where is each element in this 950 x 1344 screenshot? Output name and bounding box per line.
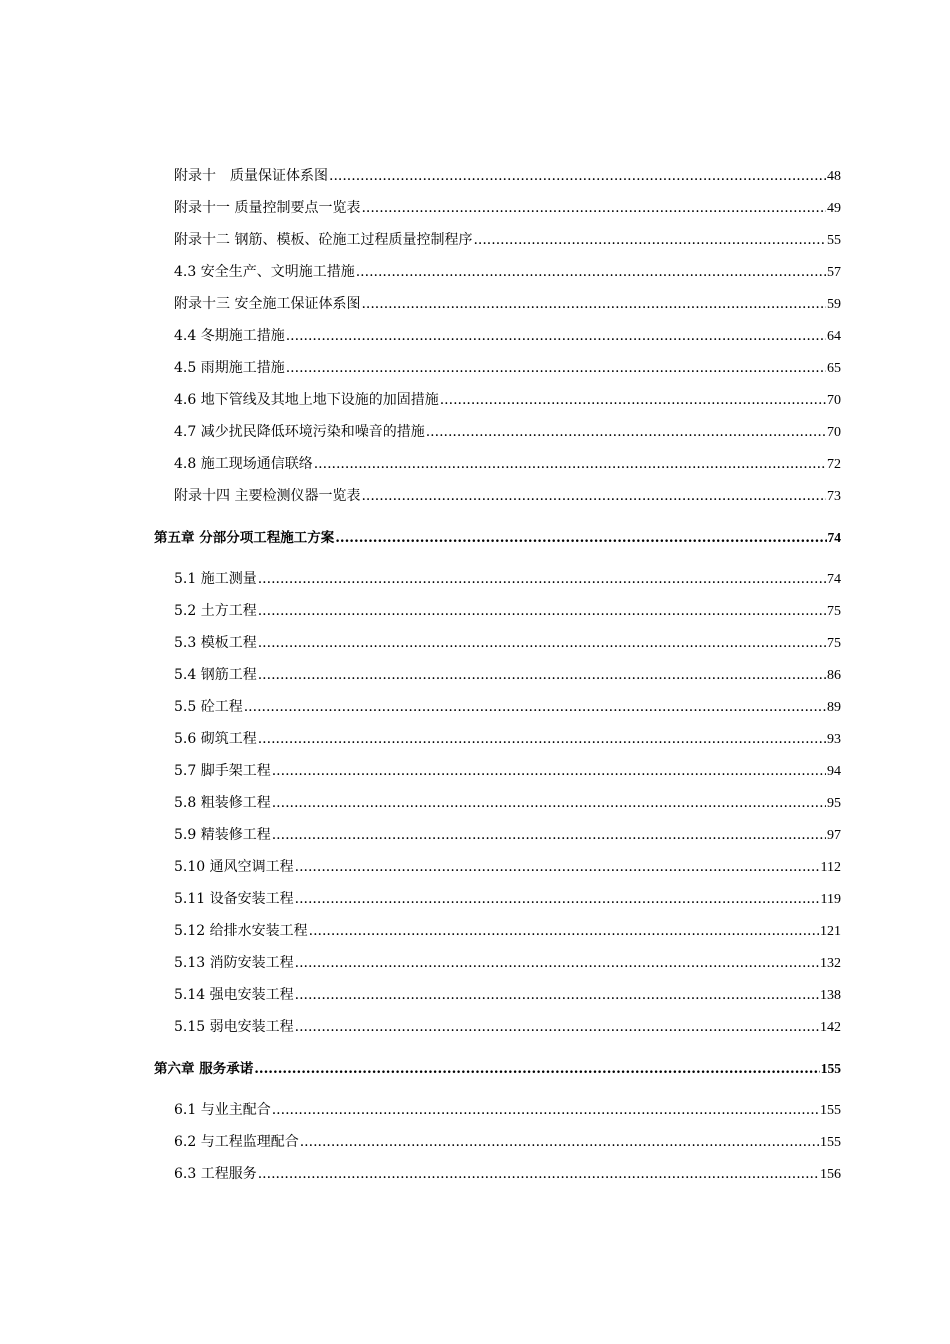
toc-entry[interactable] <box>174 922 841 941</box>
toc-entry-page: 65 <box>827 361 841 376</box>
toc-entry[interactable] <box>174 199 841 218</box>
toc-entry-page: 75 <box>827 636 841 651</box>
toc-entry[interactable] <box>174 762 841 781</box>
toc-entry-label: 第六章 服务承诺 <box>154 1061 254 1077</box>
dot-leader <box>272 762 826 780</box>
toc-entry[interactable] <box>174 730 841 749</box>
toc-entry-label: 5.12 给排水安装工程 <box>174 923 308 939</box>
toc-entry[interactable] <box>174 391 841 410</box>
toc-entry-label: 5.5 砼工程 <box>174 699 243 715</box>
toc-entry-label: 5.9 精装修工程 <box>174 827 271 843</box>
toc-entry-page: 155 <box>820 1103 841 1118</box>
toc-entry-label: 4.3 安全生产、文明施工措施 <box>174 264 355 280</box>
toc-entry-page: 55 <box>827 233 841 248</box>
toc-entry-page: 75 <box>827 604 841 619</box>
toc-entry[interactable] <box>174 1165 841 1184</box>
dot-leader <box>440 391 826 409</box>
toc-entry-page: 89 <box>827 700 841 715</box>
toc-entry-label: 5.2 土方工程 <box>174 603 257 619</box>
dot-leader <box>258 730 826 748</box>
toc-entry[interactable] <box>174 986 841 1005</box>
toc-entry[interactable] <box>174 487 841 506</box>
toc-entry[interactable] <box>174 890 841 909</box>
dot-leader <box>244 698 826 716</box>
toc-entry-page: 94 <box>827 764 841 779</box>
toc-entry-page: 49 <box>827 201 841 216</box>
toc-entry-label: 6.1 与业主配合 <box>174 1102 271 1118</box>
toc-entry[interactable] <box>174 1101 841 1120</box>
toc-entry-page: 73 <box>827 489 841 504</box>
dot-leader <box>286 327 826 345</box>
dot-leader <box>309 922 819 940</box>
dot-leader <box>361 295 826 313</box>
dot-leader <box>258 666 826 684</box>
toc-entry[interactable] <box>174 263 841 282</box>
toc-entry[interactable] <box>174 666 841 685</box>
toc-entry-page: 95 <box>827 796 841 811</box>
toc-entry-label: 5.15 弱电安装工程 <box>174 1019 294 1035</box>
toc-entry-page: 74 <box>827 572 841 587</box>
toc-entry[interactable] <box>174 327 841 346</box>
toc-entry-page: 72 <box>827 457 841 472</box>
toc-entry-label: 附录十 质量保证体系图 <box>174 168 328 184</box>
toc-entry[interactable] <box>174 1133 841 1152</box>
dot-leader <box>295 1018 819 1036</box>
toc-entry-page: 112 <box>820 860 841 875</box>
toc-entry[interactable] <box>174 954 841 973</box>
dot-leader <box>254 1060 820 1078</box>
toc-entry-label: 附录十三 安全施工保证体系图 <box>174 296 361 312</box>
toc-entry[interactable] <box>174 423 841 442</box>
dot-leader <box>361 199 826 217</box>
toc-entry-label: 4.7 减少扰民降低环境污染和噪音的措施 <box>174 424 425 440</box>
toc-entry[interactable] <box>174 231 841 250</box>
toc-entry[interactable] <box>174 359 841 378</box>
toc-entry[interactable] <box>174 455 841 474</box>
toc-entry-label: 5.13 消防安装工程 <box>174 955 294 971</box>
toc-entry-label: 4.6 地下管线及其地上地下设施的加固措施 <box>174 392 439 408</box>
toc-entry-label: 附录十一 质量控制要点一览表 <box>174 200 361 216</box>
dot-leader <box>329 167 826 185</box>
dot-leader <box>335 529 826 547</box>
toc-entry-label: 5.8 粗装修工程 <box>174 795 271 811</box>
dot-leader <box>361 487 826 505</box>
toc-entry-label: 4.4 冬期施工措施 <box>174 328 285 344</box>
dot-leader <box>473 231 826 249</box>
dot-leader <box>295 986 819 1004</box>
toc-entry-page: 138 <box>820 988 841 1003</box>
dot-leader <box>258 1165 819 1183</box>
dot-leader <box>286 359 826 377</box>
toc-entry[interactable] <box>174 698 841 717</box>
toc-entry-page: 97 <box>827 828 841 843</box>
toc-entry[interactable] <box>174 602 841 621</box>
dot-leader <box>295 858 820 876</box>
dot-leader <box>295 954 819 972</box>
toc-entry-label: 附录十四 主要检测仪器一览表 <box>174 488 361 504</box>
toc-entry-label: 5.11 设备安装工程 <box>174 891 294 907</box>
toc-chapter-entry[interactable] <box>154 529 841 547</box>
toc-entry-label: 6.2 与工程监理配合 <box>174 1134 299 1150</box>
toc-entry-page: 70 <box>827 393 841 408</box>
toc-entry-page: 142 <box>820 1020 841 1035</box>
toc-entry[interactable] <box>174 1018 841 1037</box>
dot-leader <box>272 826 826 844</box>
toc-entry-page: 155 <box>820 1061 841 1076</box>
toc-entry-page: 64 <box>827 329 841 344</box>
toc-entry-label: 5.14 强电安装工程 <box>174 987 294 1003</box>
dot-leader <box>258 570 826 588</box>
toc-entry[interactable] <box>174 570 841 589</box>
toc-entry-label: 6.3 工程服务 <box>174 1166 257 1182</box>
toc-entry-label: 第五章 分部分项工程施工方案 <box>154 530 335 546</box>
toc-entry-page: 59 <box>827 297 841 312</box>
toc-entry-label: 5.4 钢筋工程 <box>174 667 257 683</box>
toc-entry-page: 119 <box>820 892 841 907</box>
dot-leader <box>356 263 826 281</box>
toc-entry-label: 5.6 砌筑工程 <box>174 731 257 747</box>
toc-entry-label: 5.1 施工测量 <box>174 571 257 587</box>
toc-entry-page: 86 <box>827 668 841 683</box>
dot-leader <box>272 794 826 812</box>
toc-entry[interactable] <box>174 295 841 314</box>
toc-entry-label: 附录十二 钢筋、模板、砼施工过程质量控制程序 <box>174 232 473 248</box>
toc-entry-page: 156 <box>820 1167 841 1182</box>
dot-leader <box>314 455 826 473</box>
toc-chapter-entry[interactable] <box>154 1060 841 1078</box>
dot-leader <box>300 1133 819 1151</box>
toc-entry-label: 4.5 雨期施工措施 <box>174 360 285 376</box>
dot-leader <box>258 634 826 652</box>
toc-entry-page: 57 <box>827 265 841 280</box>
toc-entry-label: 5.3 模板工程 <box>174 635 257 651</box>
toc-entry-page: 93 <box>827 732 841 747</box>
toc-entry[interactable] <box>174 167 841 186</box>
toc-entry-page: 74 <box>827 530 841 545</box>
toc-entry[interactable] <box>174 634 841 653</box>
toc-entry-page: 132 <box>820 956 841 971</box>
toc-entry[interactable] <box>174 794 841 813</box>
dot-leader <box>426 423 826 441</box>
toc-entry-page: 70 <box>827 425 841 440</box>
dot-leader <box>295 890 820 908</box>
dot-leader <box>272 1101 819 1119</box>
toc-entry-label: 4.8 施工现场通信联络 <box>174 456 313 472</box>
toc-entry-page: 121 <box>820 924 841 939</box>
toc-entry-page: 48 <box>827 169 841 184</box>
toc-entry-label: 5.10 通风空调工程 <box>174 859 294 875</box>
toc-entry-page: 155 <box>820 1135 841 1150</box>
toc-entry-label: 5.7 脚手架工程 <box>174 763 271 779</box>
toc-entry[interactable] <box>174 826 841 845</box>
toc-entry[interactable] <box>174 858 841 877</box>
dot-leader <box>258 602 826 620</box>
